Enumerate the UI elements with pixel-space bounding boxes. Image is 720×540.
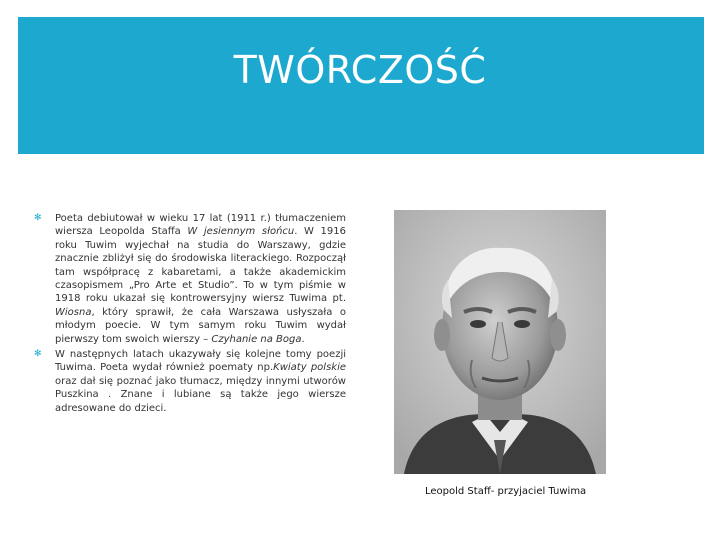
bullet-text: W następnych latach ukazywały się kolejne tomy poezji Tuwima. Poeta wydał również poematy np. [55, 349, 346, 374]
bullet-text: , który sprawił, że cała Warszawa usłyszała o młodym poecie. W tym samym roku Tuwim wydał pierwszy tom swoich wierszy – [55, 306, 346, 345]
bullet-text: . W 1916 roku Tuwim wyjechał na studia do Warszawy, gdzie znacznie zbliżył się do środowiska literackiego. Rozpoczął tam współpracę z kabaretami, a także akademickim czasopismem „Pro Arte et Studio”. To w tym piśmie w 1918 roku ukazał się kontrowersyjny wiersz Tuwima pt. [55, 226, 346, 305]
bullet-title-italic: W jesiennym słońcu [187, 226, 295, 238]
bullet-title-italic: Kwiaty polskie [273, 362, 346, 374]
bullet-title-italic: Czyhanie na Boga [211, 333, 302, 345]
bullet-title-italic: Wiosna [55, 306, 92, 318]
bullet-item [34, 348, 346, 415]
portrait-illustration [394, 210, 606, 474]
snowflake-icon: ✻ [34, 213, 42, 223]
bullet-text: oraz dał się poznać jako tłumacz, między innymi utworów Puszkina . Znane i lubiane są także jego wiersze adresowane do dzieci. [55, 375, 346, 414]
photo-caption: Leopold Staff- przyjaciel Tuwima [425, 486, 587, 497]
bullet-list [34, 212, 346, 417]
bullet-text: . [301, 333, 305, 345]
portrait-photo [394, 210, 606, 474]
bullet-text: Poeta debiutował w wieku 17 lat (1911 r.) tłumaczeniem wiersza Leopolda Staffa [55, 213, 346, 238]
bullet-item [34, 212, 346, 346]
slide-title: TWÓRCZOŚĆ [233, 48, 487, 92]
snowflake-icon: ✻ [34, 349, 42, 360]
